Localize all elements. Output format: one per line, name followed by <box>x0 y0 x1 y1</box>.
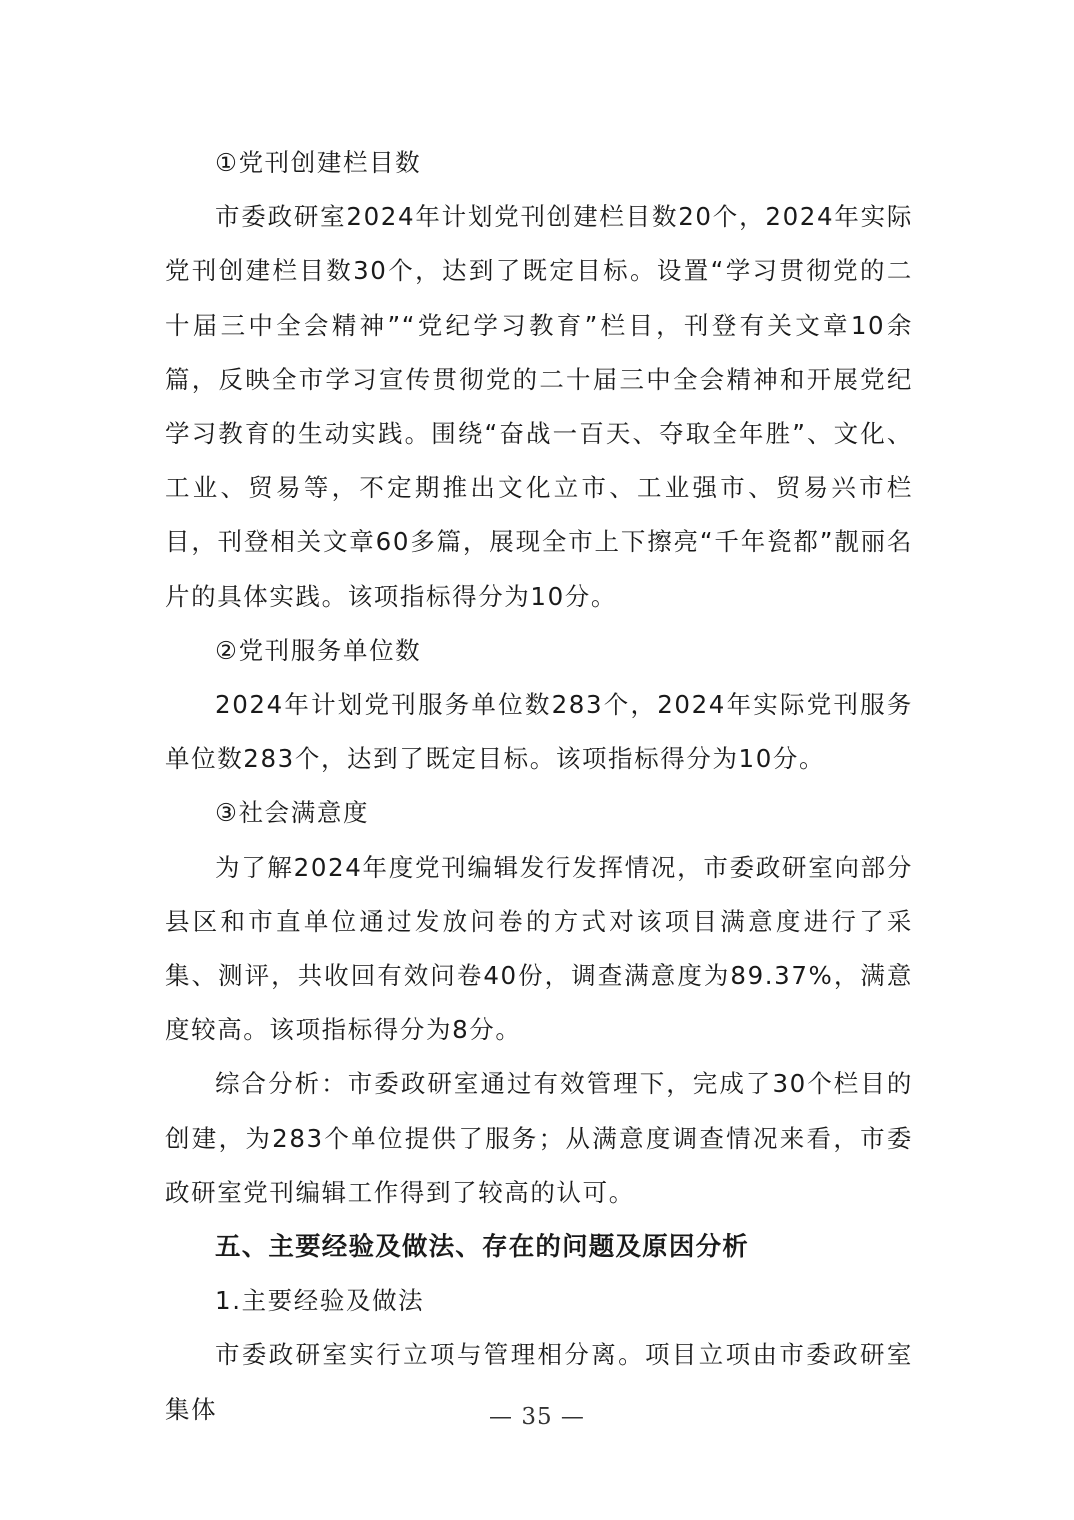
paragraph-satisfaction: 为了解2024年度党刊编辑发行发挥情况，市委政研室向部分县区和市直单位通过发放问卷的方式对该项目满意度进行了采集、测评，共收回有效问卷40份，调查满意度为89.37%，满意度较高。该项指标得分为8分。 <box>165 852 913 1045</box>
paragraph-service-units: 2024年计划党刊服务单位数283个，2024年实际党刊服务单位数283个，达到了既定目标。该项指标得分为10分。 <box>165 690 913 774</box>
subheading-experience: 1.主要经验及做法 <box>215 1286 425 1316</box>
section-heading: 五、主要经验及做法、存在的问题及原因分析 <box>215 1232 750 1263</box>
body-text <box>165 136 913 1437</box>
subheading-service-units: ②党刊服务单位数 <box>215 635 422 665</box>
subheading-column-count: ①党刊创建栏目数 <box>215 148 422 177</box>
page-number: — 35 — <box>489 1404 585 1430</box>
subheading-satisfaction: ③社会满意度 <box>215 798 370 828</box>
paragraph-column-count: 市委政研室2024年计划党刊创建栏目数20个，2024年实际党刊创建栏目数30个，达到了既定目标。设置“学习贯彻党的二十届三中全会精神”“党纪学习教育”栏目，刊登有关文章10余篇，反映全市学习宣传贯彻党的二十届三中全会精神和开展党纪学习教育的生动实践。围绕“奋战一百天、夺取全年胜”、文化、工业、贸易等，不定期推出文化立市、工业强市、贸易兴市栏目，刊登相关文章60多篇，展现全市上下擦亮“千年瓷都”靓丽名片的具体实践。该项指标得分为10分。 <box>165 202 913 611</box>
paragraph-experience: 市委政研室实行立项与管理相分离。项目立项由市委政研室集体 <box>165 1340 913 1424</box>
paragraph-comprehensive-analysis: 综合分析：市委政研室通过有效管理下，完成了30个栏目的创建，为283个单位提供了服务；从满意度调查情况来看，市委政研室党刊编辑工作得到了较高的认可。 <box>165 1069 913 1207</box>
